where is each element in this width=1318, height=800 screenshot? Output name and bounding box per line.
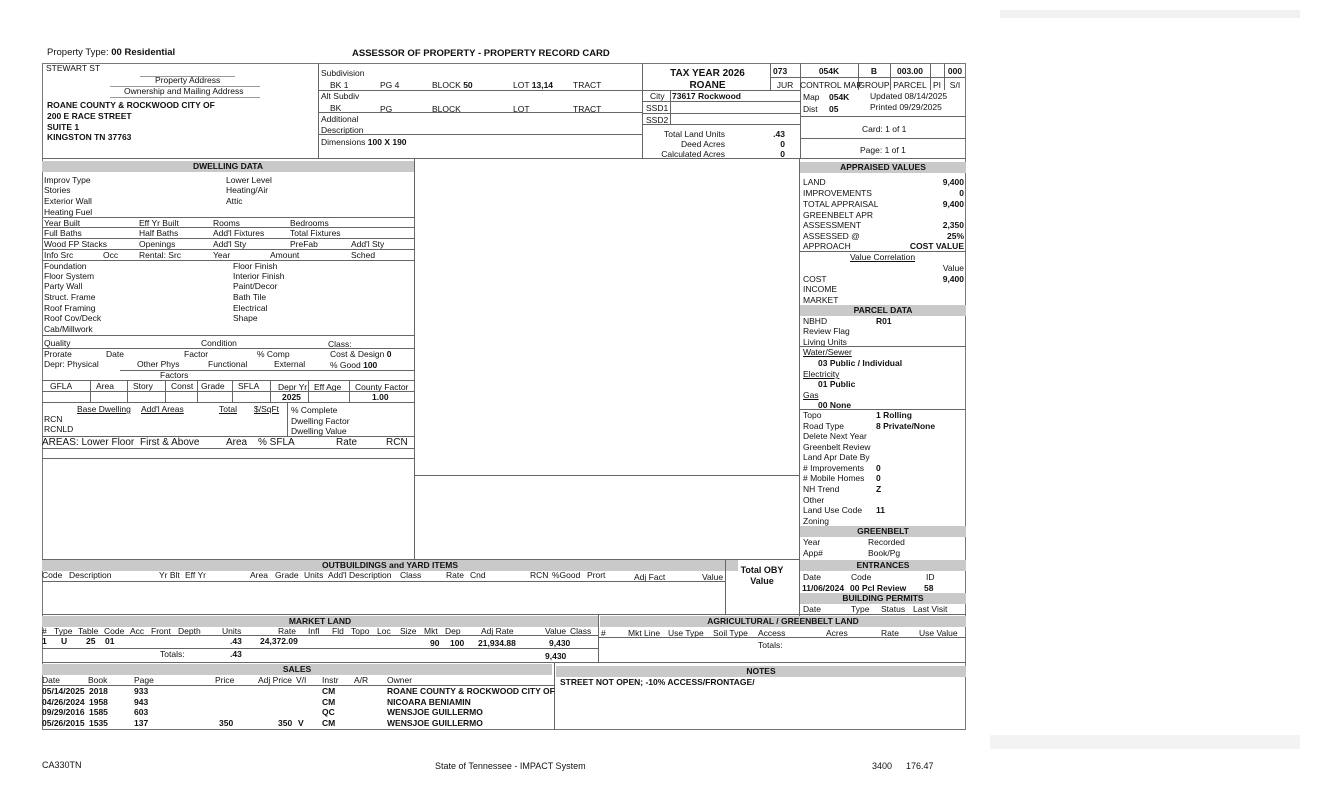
ml-code-head: Code (104, 626, 125, 636)
ag-rate-head: Rate (881, 628, 899, 638)
sales-adj-price-head: Adj Price (258, 675, 293, 685)
ml-totals-units: .43 (230, 649, 242, 659)
heating-air-label: Heating/Air (226, 185, 269, 195)
areas-first-above: First & Above (140, 437, 200, 448)
card-number: Card: 1 of 1 (862, 124, 907, 134)
map-label: Map (803, 92, 820, 102)
num-mobile-value: 0 (876, 473, 881, 483)
description-label: Description (321, 125, 364, 135)
total-oby-value-label: Value (750, 576, 774, 586)
sales-ar-head: A/R (354, 675, 369, 685)
half-baths-label: Half Baths (139, 228, 179, 238)
greenbelt-bookpg-label: Book/Pg (868, 548, 901, 558)
improvements-value: 0 (959, 188, 964, 198)
ml-row-units: .43 (230, 636, 242, 646)
deed-acres-value: 0 (780, 139, 785, 149)
ob-adj-fact-head: Adj Fact (634, 572, 666, 582)
ob-yr-blt-head: Yr Blt (159, 570, 180, 580)
sketch-area (414, 160, 799, 475)
sfla-head: SFLA (238, 381, 260, 391)
pct-good: % Good 100 (330, 360, 378, 370)
ssd1-label: SSD1 (646, 103, 669, 113)
base-dwelling-label: Base Dwelling (77, 404, 131, 414)
heating-fuel-label: Heating Fuel (44, 207, 93, 217)
areas-area: Area (226, 437, 248, 448)
total-label: Total (219, 404, 237, 414)
printed: Printed 09/29/2025 (870, 102, 942, 112)
assessed-label: ASSESSED @ (803, 231, 860, 241)
story-head: Story (133, 381, 153, 391)
foundation-label: Foundation (44, 261, 87, 271)
total-land-units-value: .43 (773, 129, 785, 139)
owner-line-1: ROANE COUNTY & ROCKWOOD CITY OF (47, 100, 215, 110)
areas-pct-sfla: % SFLA (258, 437, 295, 448)
paint-decor-label: Paint/Decor (233, 281, 278, 291)
ml-class-head: Class (570, 626, 592, 636)
nh-trend-value: Z (876, 484, 882, 494)
gas-value: 00 None (818, 400, 852, 410)
zoning-label: Zoning (803, 516, 829, 526)
alt-tract: TRACT (573, 104, 602, 114)
bath-tile-label: Bath Tile (233, 292, 267, 302)
approach-value: COST VALUE (909, 241, 964, 251)
year-built-label: Year Built (44, 218, 81, 228)
page-number: Page: 1 of 1 (860, 145, 906, 155)
entrance-row-code: 00 Pcl Review (850, 583, 907, 593)
factor-label: Factor (184, 349, 209, 359)
city-value: 73617 Rockwood (672, 91, 741, 101)
ml-row-rate: 24,372.09 (260, 636, 298, 646)
bedrooms-label: Bedrooms (290, 218, 329, 228)
alt-lot: LOT (513, 104, 530, 114)
sales-book-head: Book (88, 675, 108, 685)
road-type-value: 8 Private/None (876, 421, 936, 431)
rcn-label: RCN (44, 414, 63, 424)
total-fixtures-label: Total Fixtures (290, 228, 341, 238)
notes-text: STREET NOT OPEN; -10% ACCESS/FRONTAGE/ (560, 677, 755, 687)
delete-next-year-label: Delete Next Year (803, 431, 867, 441)
nbhd-label: NBHD (803, 316, 828, 326)
owner-line-4: KINGSTON TN 37763 (47, 132, 132, 142)
roof-framing-label: Roof Framing (44, 303, 96, 313)
ml-dep-head: Dep (445, 626, 461, 636)
greenbelt-review-label: Greenbelt Review (803, 442, 871, 452)
county-name: ROANE (689, 80, 726, 91)
gas-label: Gas (803, 390, 819, 400)
notes-header: NOTES (556, 666, 966, 677)
class-label: Class: (328, 339, 352, 349)
alt-bk: BK (330, 103, 342, 113)
assessment-label: ASSESSMENT (803, 220, 862, 230)
ml-fld-head: Fld (332, 626, 344, 636)
city-label: City (650, 91, 665, 101)
cab-millwork-label: Cab/Millwork (44, 324, 93, 334)
owner-line-3: SUITE 1 (47, 122, 80, 132)
street-address: STEWART ST (46, 63, 101, 73)
sales-owner-head: Owner (387, 675, 413, 685)
ag-totals-label: Totals: (758, 640, 783, 650)
greenbelt-apr-label: GREENBELT APR (803, 210, 874, 220)
depr-physical-label: Depr: Physical (44, 359, 99, 369)
sales-header: SALES (42, 664, 552, 675)
depr-yr-value: 2025 (282, 392, 301, 402)
permit-type-head: Type (851, 604, 870, 614)
footer-system: State of Tennessee - IMPACT System (435, 761, 586, 771)
parcel-data-header: PARCEL DATA (800, 305, 966, 316)
sales-instr-head: Instr (322, 675, 339, 685)
property-address-label: Property Address (155, 75, 221, 85)
ml-size-head: Size (400, 626, 417, 636)
roof-cov-label: Roof Cov/Deck (44, 313, 102, 323)
ml-infl-head: Infl (308, 626, 320, 636)
property-type (47, 47, 175, 58)
ml-adj-rate-head: Adj Rate (481, 626, 514, 636)
interior-finish-label: Interior Finish (233, 271, 285, 281)
approach-label: APPROACH (803, 241, 851, 251)
year-label: Year (213, 250, 231, 260)
living-units-label: Living Units (803, 337, 847, 347)
floor-system-label: Floor System (44, 271, 95, 281)
deed-acres-label: Deed Acres (681, 139, 725, 149)
electricity-label: Electricity (803, 369, 840, 379)
income-label: INCOME (803, 284, 837, 294)
shape-label: Shape (233, 313, 258, 323)
property-type-value: 00 Residential (111, 47, 176, 58)
areas-lower-floor: AREAS: Lower Floor (42, 437, 135, 448)
pct-comp-label: % Comp (257, 349, 290, 359)
group-label: GROUP (858, 80, 890, 90)
total-appraisal-label: TOTAL APPRAISAL (803, 199, 879, 209)
jur-label: JUR (776, 80, 794, 90)
appraised-values-header: APPRAISED VALUES (800, 162, 966, 173)
condition-label: Condition (201, 338, 237, 348)
ag-use-value-head: Use Value (919, 628, 958, 638)
nbhd-value: R01 (876, 316, 892, 326)
outbuildings-header: OUTBUILDINGS and YARD ITEMS (42, 560, 738, 571)
market-land-header: MARKET LAND (42, 616, 598, 627)
ml-row-num: 1 (42, 636, 47, 646)
property-type-label: Property Type: (47, 47, 109, 58)
area-head: Area (96, 381, 114, 391)
entrance-date-head: Date (803, 572, 821, 582)
owner-line-2: 200 E RACE STREET (47, 111, 132, 121)
prorate-date-label: Date (106, 349, 124, 359)
parcel-value: 003.00 (897, 66, 923, 76)
sales-vi-head: V/I (296, 675, 307, 685)
ag-use-type-head: Use Type (668, 628, 704, 638)
addl-fixtures-label: Add'l Fixtures (213, 228, 265, 238)
alt-pg: PG (380, 104, 393, 114)
rcnld-label: RCNLD (44, 424, 74, 434)
calc-acres-label: Calculated Acres (661, 149, 725, 159)
si-value: 000 (947, 66, 963, 76)
sqft-label: $/SqFt (254, 404, 280, 414)
review-flag-label: Review Flag (803, 326, 850, 336)
control-map-value: 054K (818, 66, 840, 76)
eff-age-head: Eff Age (314, 382, 342, 392)
quality-label: Quality (44, 338, 71, 348)
sales-date-head: Date (42, 675, 60, 685)
additional-label: Additional (321, 114, 359, 124)
ml-mkt-head: Mkt (424, 626, 438, 636)
rooms-label: Rooms (213, 218, 240, 228)
ob-value-head: Value (702, 572, 724, 582)
entrance-row-date: 11/06/2024 (802, 583, 845, 593)
dwelling-factor-label: Dwelling Factor (291, 416, 350, 426)
building-permits-header: BUILDING PERMITS (800, 593, 966, 604)
num-improvements-label: # Improvements (803, 463, 864, 473)
ml-row-type: U (61, 636, 68, 646)
eff-yr-built-label: Eff Yr Built (139, 218, 179, 228)
prorate-label: Prorate (44, 349, 72, 359)
ml-row-adj-rate: 21,934.88 (478, 638, 516, 648)
electricity-value: 01 Public (818, 379, 856, 389)
updated: Updated 08/14/2025 (870, 91, 948, 101)
nh-trend-label: NH Trend (803, 484, 840, 494)
entrance-code-head: Code (851, 572, 872, 582)
water-sewer-value: 03 Public / Individual (818, 358, 903, 368)
electrical-label: Electrical (233, 303, 268, 313)
ml-topo-head: Topo (351, 626, 370, 636)
footer-number: 176.47 (906, 761, 934, 771)
greenbelt-year-label: Year (803, 537, 821, 547)
gfla-head: GFLA (50, 381, 73, 391)
ob-eff-yr-head: Eff Yr (185, 570, 206, 580)
entrance-row-id: 58 (924, 583, 934, 593)
ml-row-code: 01 (105, 636, 115, 646)
exterior-wall-label: Exterior Wall (44, 196, 92, 206)
group-value: B (870, 66, 878, 76)
dist-label: Dist (803, 104, 818, 114)
other-label: Other (803, 495, 825, 505)
land-use-code-label: Land Use Code (803, 505, 863, 515)
cost-design: Cost & Design 0 (330, 349, 392, 359)
map-value: 054K (829, 92, 850, 102)
ml-row-value: 9,430 (549, 638, 571, 648)
ag-access-head: Access (758, 628, 786, 638)
ssd2-label: SSD2 (646, 115, 669, 125)
wood-fp-label: Wood FP Stacks (44, 239, 107, 249)
permit-date-head: Date (803, 604, 821, 614)
ob-class-head: Class (400, 570, 422, 580)
alt-block: BLOCK (432, 104, 461, 114)
ownership-label: Ownership and Mailing Address (124, 86, 244, 96)
total-land-units-label: Total Land Units (664, 129, 725, 139)
pg-value: PG 4 (380, 80, 400, 90)
areas-rate: Rate (336, 437, 358, 448)
dwelling-value-label: Dwelling Value (291, 426, 347, 436)
permit-status-head: Status (881, 604, 906, 614)
ml-rate-head: Rate (278, 626, 296, 636)
ob-units-head: Units (304, 570, 324, 580)
assessment-value: 2,350 (942, 220, 964, 230)
total-oby-label: Total OBY (740, 565, 784, 575)
sales-page-head: Page (134, 675, 154, 685)
lot-value: LOT 13,14 (513, 80, 554, 90)
addl-sty-label: Add'l Sty (213, 239, 247, 249)
ag-soil-type-head: Soil Type (713, 628, 748, 638)
sched-label: Sched (351, 250, 376, 260)
dist-value: 05 (829, 104, 839, 114)
depr-yr-head: Depr Yr (278, 382, 308, 392)
attic-label: Attic (226, 196, 243, 206)
openings-label: Openings (139, 239, 176, 249)
bk-value: BK 1 (330, 80, 349, 90)
alt-subdiv-label: Alt Subdiv (321, 91, 360, 101)
occ-label: Occ (103, 250, 119, 260)
jur-value: 073 (773, 66, 788, 76)
land-label: LAND (803, 177, 826, 187)
topo-value: 1 Rolling (876, 410, 912, 420)
improvements-label: IMPROVEMENTS (803, 188, 872, 198)
ml-loc-head: Loc (377, 626, 391, 636)
greenbelt-recorded-label: Recorded (868, 537, 905, 547)
info-src-label: Info Src (44, 250, 74, 260)
ob-area-head: Area (250, 570, 268, 580)
ml-acc-head: Acc (130, 626, 145, 636)
ob-addl-description-head: Add'l Description (328, 570, 392, 580)
card-title: ASSESSOR OF PROPERTY - PROPERTY RECORD CARD (352, 48, 610, 59)
county-factor-head: County Factor (355, 382, 409, 392)
improv-type-label: Improv Type (44, 175, 91, 185)
ml-row-dep: 100 (450, 638, 465, 648)
topo-label: Topo (803, 410, 822, 420)
amount-label: Amount (270, 250, 300, 260)
land-apr-date-label: Land Apr Date By (803, 452, 870, 462)
land-use-code-value: 11 (876, 505, 885, 515)
ag-acres-head: Acres (826, 628, 848, 638)
tax-year-title: TAX YEAR 2026 (670, 68, 745, 79)
si-label: S/I (949, 80, 961, 90)
other-phys-label: Other Phys (137, 359, 180, 369)
land-value: 9,400 (942, 177, 964, 187)
const-head: Const (171, 381, 194, 391)
sales-price-head: Price (215, 675, 235, 685)
ob-prort-head: Prort (587, 570, 606, 580)
greenbelt-app-label: App# (803, 548, 823, 558)
tract-label: TRACT (573, 80, 602, 90)
struct-frame-label: Struct. Frame (44, 292, 96, 302)
water-sewer-label: Water/Sewer (803, 347, 852, 357)
value-correlation-label: Value Correlation (850, 252, 916, 262)
ml-type-head: Type (54, 626, 73, 636)
external-label: External (274, 359, 306, 369)
addl-sty-2-label: Add'l Sty (351, 239, 385, 249)
ml-value-head: Value (545, 626, 567, 636)
footer-form-code: CA330TN (42, 760, 82, 770)
block-value: BLOCK 50 (432, 80, 473, 90)
pct-complete-label: % Complete (291, 405, 338, 415)
calc-acres-value: 0 (780, 149, 785, 159)
ag-mkt-line-head: Mkt Line (628, 628, 661, 638)
greenbelt-header: GREENBELT (800, 526, 966, 537)
rental-src-label: Rental: Src (139, 250, 182, 260)
pi-label: PI (932, 80, 942, 90)
ob-rate-head: Rate (446, 570, 464, 580)
ob-rcn-head: RCN (530, 570, 549, 580)
county-factor-value: 1.00 (372, 392, 389, 402)
total-appraisal-value: 9,400 (942, 199, 964, 209)
grade-head: Grade (201, 381, 225, 391)
value-label: Value (942, 263, 964, 273)
ag-land-header: AGRICULTURAL / GREENBELT LAND (600, 616, 966, 627)
factors-label: Factors (160, 370, 189, 380)
ob-grade-head: Grade (275, 570, 299, 580)
ml-totals-label: Totals: (160, 649, 185, 659)
ml-table-head: Table (78, 626, 99, 636)
party-wall-label: Party Wall (44, 281, 83, 291)
ml-totals-value: 9,430 (545, 651, 567, 661)
ml-depth-head: Depth (178, 626, 201, 636)
stories-label: Stories (44, 185, 71, 195)
ob-description-head: Description (69, 570, 112, 580)
areas-rcn: RCN (386, 437, 408, 448)
parcel-label: PARCEL (893, 80, 927, 90)
ml-num-head: # (42, 626, 47, 636)
addl-areas-label: Add'l Areas (141, 404, 184, 414)
dimensions: Dimensions 100 X 190 (321, 137, 407, 147)
subdivision-label: Subdivision (321, 68, 365, 78)
ag-num-head: # (601, 628, 606, 638)
ml-row-table: 25 (86, 636, 96, 646)
ob-cnd-head: Cnd (470, 570, 486, 580)
num-mobile-label: # Mobile Homes (803, 473, 865, 483)
prefab-label: PreFab (290, 239, 318, 249)
road-type-label: Road Type (803, 421, 844, 431)
lower-level-label: Lower Level (226, 175, 272, 185)
cost-value: 9,400 (942, 274, 964, 284)
control-map-label: CONTROL MAP (800, 80, 863, 90)
num-improvements-value: 0 (876, 463, 881, 473)
dwelling-data-header: DWELLING DATA (42, 161, 414, 172)
ml-front-head: Front (151, 626, 171, 636)
ml-units-head: Units (222, 626, 242, 636)
market-label: MARKET (803, 295, 839, 305)
ob-code-head: Code (42, 570, 63, 580)
permit-last-visit-head: Last Visit (913, 604, 948, 614)
entrance-id-head: ID (926, 572, 935, 582)
footer-code: 3400 (872, 761, 893, 771)
ob-pct-good-head: %Good (552, 570, 581, 580)
full-baths-label: Full Baths (44, 228, 82, 238)
assessed-value: 25% (946, 231, 964, 241)
cost-label: COST (803, 274, 827, 284)
functional-label: Functional (208, 359, 248, 369)
floor-finish-label: Floor Finish (233, 261, 278, 271)
ml-row-mkt: 90 (430, 638, 440, 648)
entrances-header: ENTRANCES (800, 560, 966, 571)
